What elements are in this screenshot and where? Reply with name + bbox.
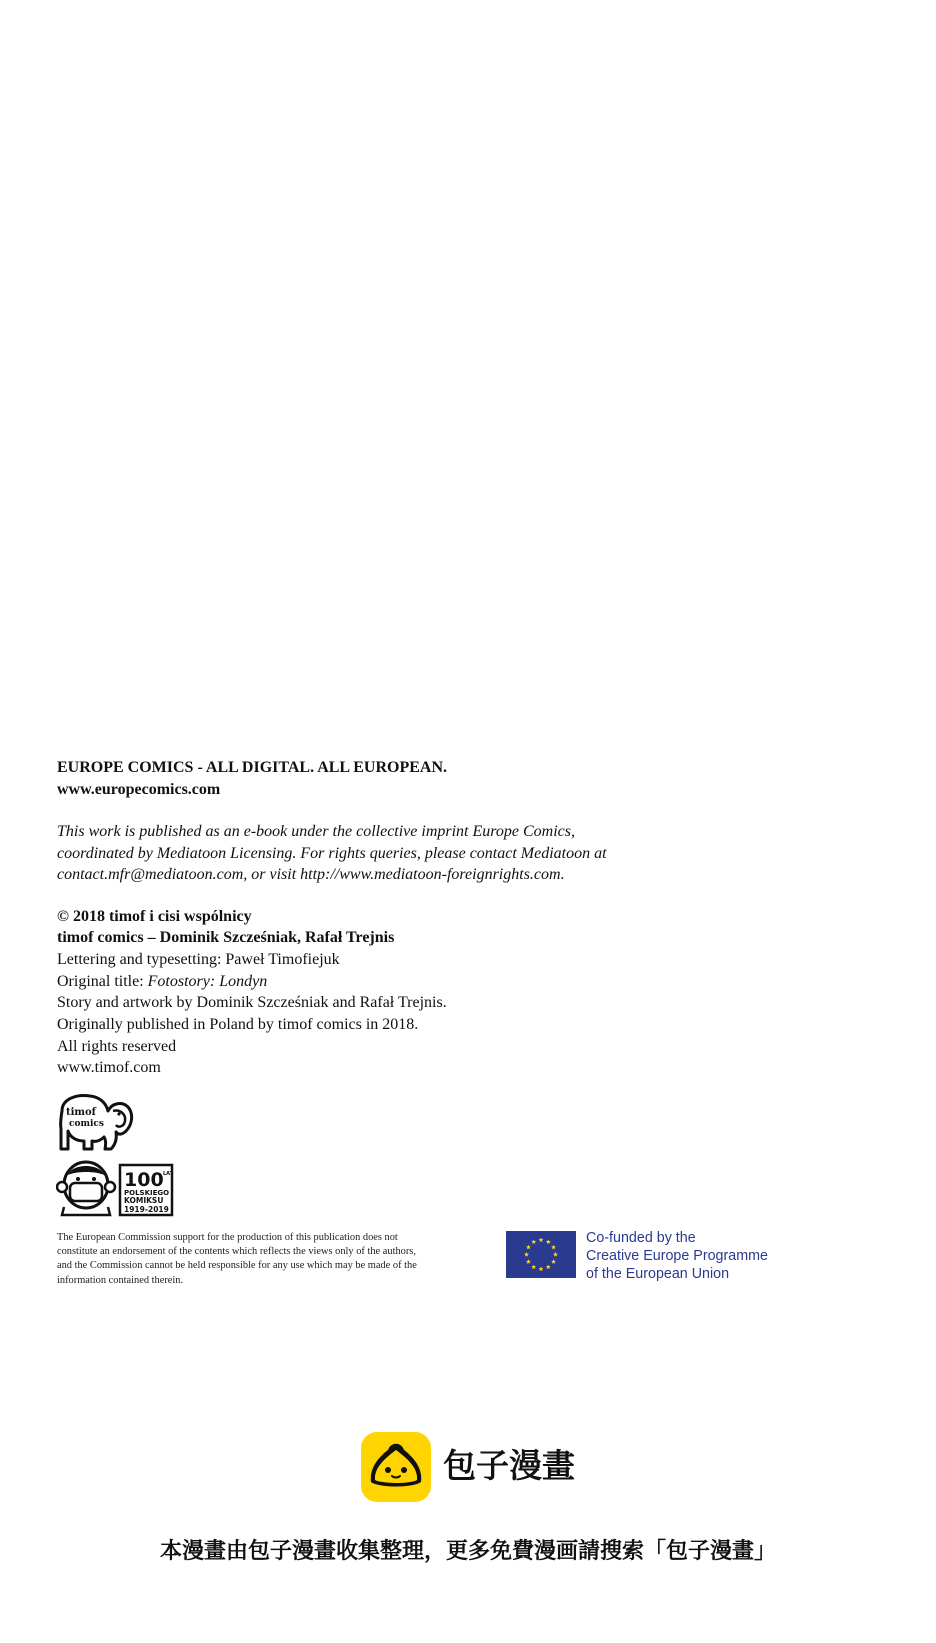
credits-block [57, 757, 697, 1079]
anniversary-line2: KOMIKSU [124, 1196, 164, 1205]
intro-line: contact.mfr@mediatoon.com, or visit http://www.mediatoon-foreignrights.com. [57, 866, 565, 883]
timof-comics-logo [56, 1091, 134, 1153]
intro-paragraph [57, 821, 697, 886]
ec-disclaimer [57, 1231, 477, 1288]
publisher-website[interactable]: www.europecomics.com [57, 781, 221, 798]
intro-line: This work is published as an e-book under the collective imprint Europe Comics, [57, 823, 576, 840]
eu-text-line: Creative Europe Programme [586, 1248, 768, 1264]
eu-text-line: Co-funded by the [586, 1230, 696, 1246]
anniversary-line1: POLSKIEGO [124, 1189, 170, 1197]
footer-note: 本漫畫由包子漫畫收集整理，更多免費漫画請搜索「包子漫畫」 [159, 1539, 776, 1564]
publisher-tagline: EUROPE COMICS - ALL DIGITAL. ALL EUROPEAN. [57, 759, 447, 776]
brand-name: 包子漫畫 [443, 1446, 575, 1485]
anniversary-logo [56, 1157, 176, 1217]
copyright-line: © 2018 timof i cisi wspólnicy [57, 907, 252, 925]
publisher-header [57, 757, 697, 801]
eu-flag-icon [506, 1231, 576, 1278]
timof-logo-subtext: comics [69, 1119, 104, 1129]
anniversary-years: 1919-2019 [124, 1205, 169, 1214]
eu-text-line: of the European Union [586, 1266, 730, 1282]
creators-line: timof comics – Dominik Szcześniak, Rafał Trejnis [57, 929, 395, 947]
timof-url[interactable]: www.timof.com [57, 1059, 161, 1077]
intro-line: coordinated by Mediatoon Licensing. For rights queries, please contact Mediatoon at [57, 844, 607, 862]
rights-line: All rights reserved [57, 1037, 177, 1055]
lettering-line: Lettering and typesetting: Paweł Timofiejuk [57, 950, 340, 968]
story-line: Story and artwork by Dominik Szcześniak and Rafał Trejnis. [57, 994, 447, 1012]
disclaimer-line: constitute an endorsement of the contents which reflects the views only of the authors, [57, 1246, 416, 1258]
disclaimer-line: The European Commission support for the production of this publication does not [57, 1232, 398, 1243]
anniversary-lat: LAT [163, 1171, 174, 1177]
eu-cofunded-text [586, 1229, 846, 1283]
publication-details [57, 906, 697, 1080]
original-title-label: Original title: [57, 972, 148, 990]
bun-logo-icon [361, 1432, 431, 1502]
brand-logo[interactable] [361, 1432, 601, 1502]
disclaimer-line: and the Commission cannot be held responsible for any use which may be made of the [57, 1260, 417, 1272]
anniversary-number: 100 [124, 1169, 164, 1191]
origin-line: Originally published in Poland by timof comics in 2018. [57, 1016, 419, 1034]
timof-logo-text: timof [66, 1107, 96, 1118]
original-title: Fotostory: Londyn [147, 972, 268, 990]
disclaimer-line: information contained therein. [57, 1274, 184, 1286]
original-title-line [57, 971, 697, 993]
